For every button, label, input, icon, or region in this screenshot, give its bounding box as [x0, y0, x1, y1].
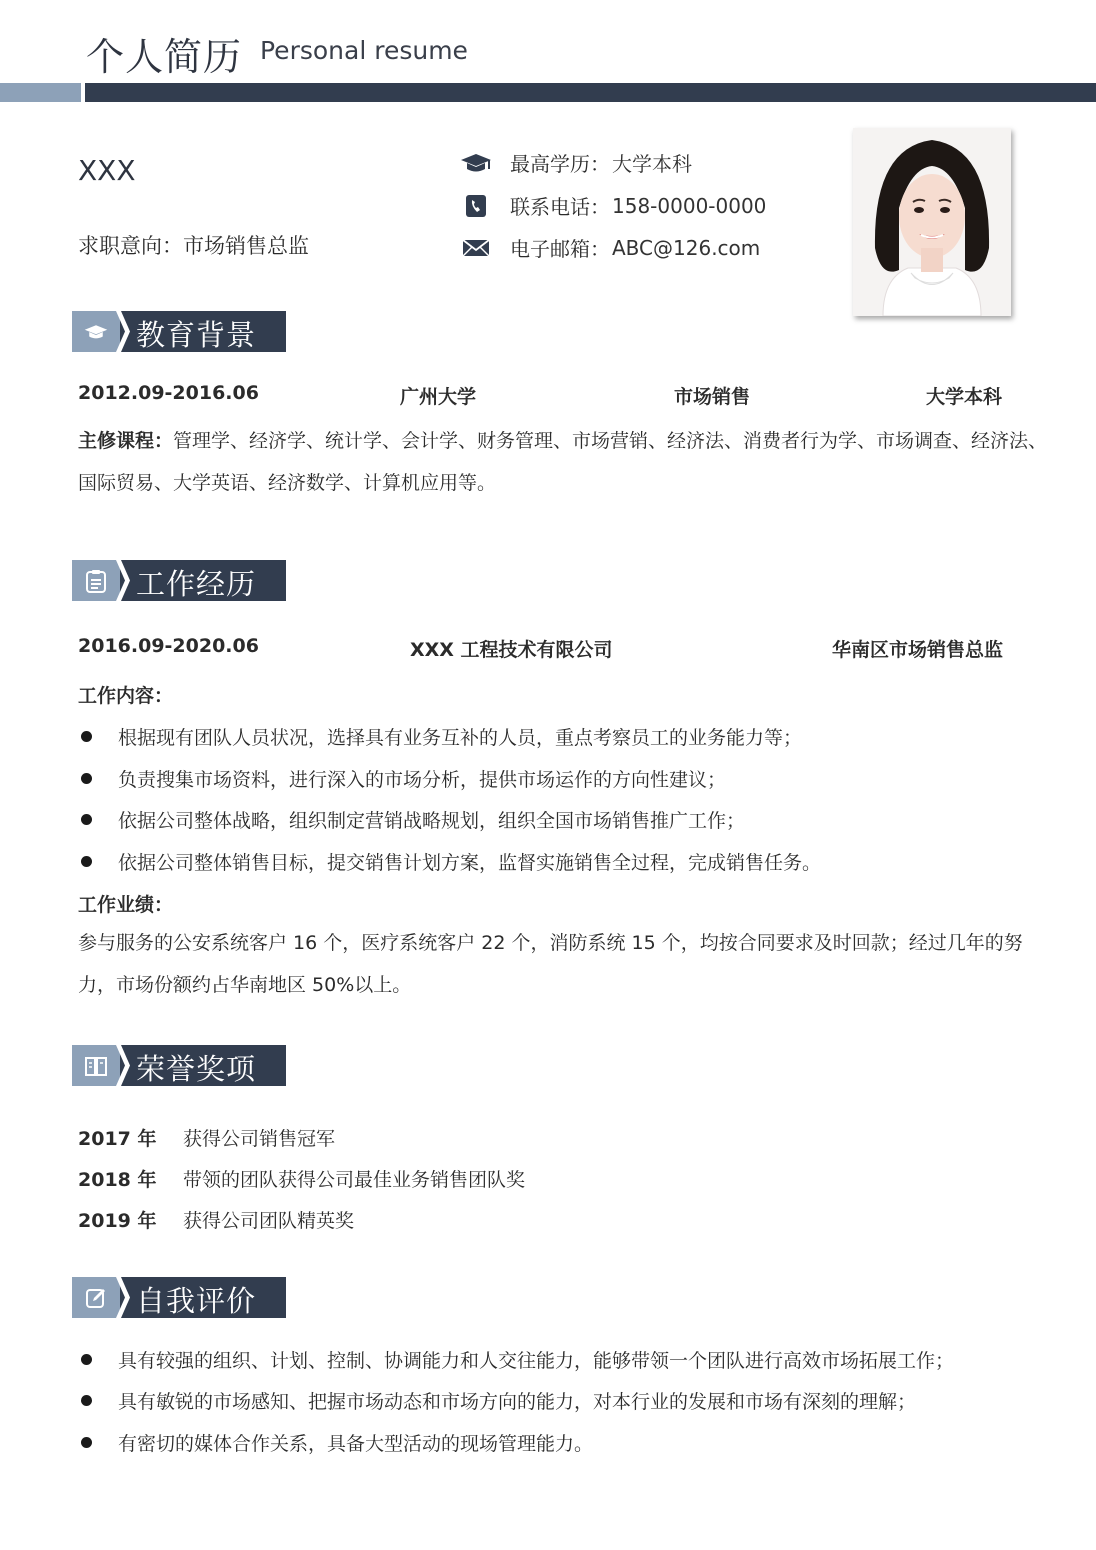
- work-company: XXX 工程技术有限公司: [410, 639, 613, 661]
- header-bar: [85, 83, 1096, 102]
- list-item: 2017 年 获得公司销售冠军: [78, 1128, 336, 1150]
- section-title: 教育背景: [136, 318, 257, 352]
- book-icon: [82, 1053, 110, 1079]
- list-item: 根据现有团队人员状况，选择具有业务互补的人员，重点考察员工的业务能力等；: [78, 723, 802, 750]
- phone-info: [460, 191, 766, 220]
- chevron-icon: [116, 1045, 130, 1086]
- job-intent-value: 市场销售总监: [183, 234, 309, 258]
- phone-label: 联系电话：: [510, 195, 610, 219]
- work-period: 2016.09-2020.06: [78, 635, 259, 657]
- email-info: [460, 233, 760, 262]
- work-title: 华南区市场销售总监: [832, 639, 1004, 661]
- page-title: 个人简历: [86, 35, 243, 79]
- graduation-cap-icon: [82, 319, 110, 345]
- list-item: 依据公司整体销售目标，提交销售计划方案，监督实施销售全过程，完成销售任务。: [78, 848, 821, 875]
- email-value[interactable]: ABC@126.com: [612, 235, 761, 260]
- work-achievement-label: 工作业绩：: [78, 894, 174, 916]
- education-school: 广州大学: [400, 386, 477, 408]
- clipboard-icon: [82, 568, 110, 594]
- email-label: 电子邮箱：: [510, 237, 610, 261]
- header-bar-accent: [0, 83, 81, 102]
- chevron-icon: [116, 560, 130, 601]
- section-header-honors: [72, 1045, 286, 1086]
- job-intent-label: 求职意向：: [78, 234, 183, 258]
- phone-icon: [460, 194, 492, 218]
- chevron-icon: [116, 1277, 130, 1318]
- page-subtitle: Personal resume: [260, 36, 468, 65]
- envelope-icon: [460, 236, 492, 260]
- chevron-icon: [116, 311, 130, 352]
- section-header-education: [72, 311, 286, 352]
- list-item: 2018 年 带领的团队获得公司最佳业务销售团队奖: [78, 1169, 526, 1191]
- section-title: 荣誉奖项: [136, 1052, 257, 1086]
- list-item: 具有敏锐的市场感知、把握市场动态和市场方向的能力，对本行业的发展和市场有深刻的理解；: [78, 1387, 916, 1414]
- work-achievement: 参与服务的公安系统客户 16 个，医疗系统客户 22 个，消防系统 15 个，均按合同要求及时回款；经过几年的努力，市场份额约占华南地区 50%以上。: [78, 932, 1023, 996]
- list-item: 2019 年 获得公司团队精英奖: [78, 1210, 355, 1232]
- list-item: 具有较强的组织、计划、控制、协调能力和人交往能力，能够带领一个团队进行高效市场拓展工作；: [78, 1346, 954, 1373]
- education-major: 市场销售: [674, 386, 751, 408]
- work-content-label: 工作内容：: [78, 685, 174, 707]
- graduation-cap-icon: [460, 151, 492, 175]
- list-item: 依据公司整体战略，组织制定营销战略规划，组织全国市场销售推广工作；: [78, 806, 745, 833]
- phone-value[interactable]: 158-0000-0000: [612, 193, 767, 218]
- section-title: 自我评价: [136, 1284, 257, 1318]
- courses-label: 主修课程：: [78, 430, 174, 452]
- section-header-work: [72, 560, 286, 601]
- education-label: 最高学历：: [510, 152, 610, 176]
- section-header-self-eval: [72, 1277, 286, 1318]
- courses-text: 管理学、经济学、统计学、会计学、财务管理、市场营销、经济法、消费者行为学、市场调查、经济法、国际贸易、大学英语、经济数学、计算机应用等。: [78, 430, 1048, 494]
- section-title: 工作经历: [136, 567, 257, 601]
- education-period: 2012.09-2016.06: [78, 382, 259, 404]
- education-info: [460, 148, 692, 177]
- education-degree: 大学本科: [926, 386, 1003, 408]
- candidate-name: XXX: [78, 154, 136, 187]
- education-courses: [78, 420, 1048, 504]
- job-intent: [78, 230, 309, 260]
- list-item: 有密切的媒体合作关系，具备大型活动的现场管理能力。: [78, 1429, 593, 1456]
- education-value: 大学本科: [612, 152, 692, 176]
- edit-icon: [82, 1285, 110, 1311]
- profile-photo: [853, 128, 1011, 316]
- list-item: 负责搜集市场资料，进行深入的市场分析，提供市场运作的方向性建议；: [78, 765, 726, 792]
